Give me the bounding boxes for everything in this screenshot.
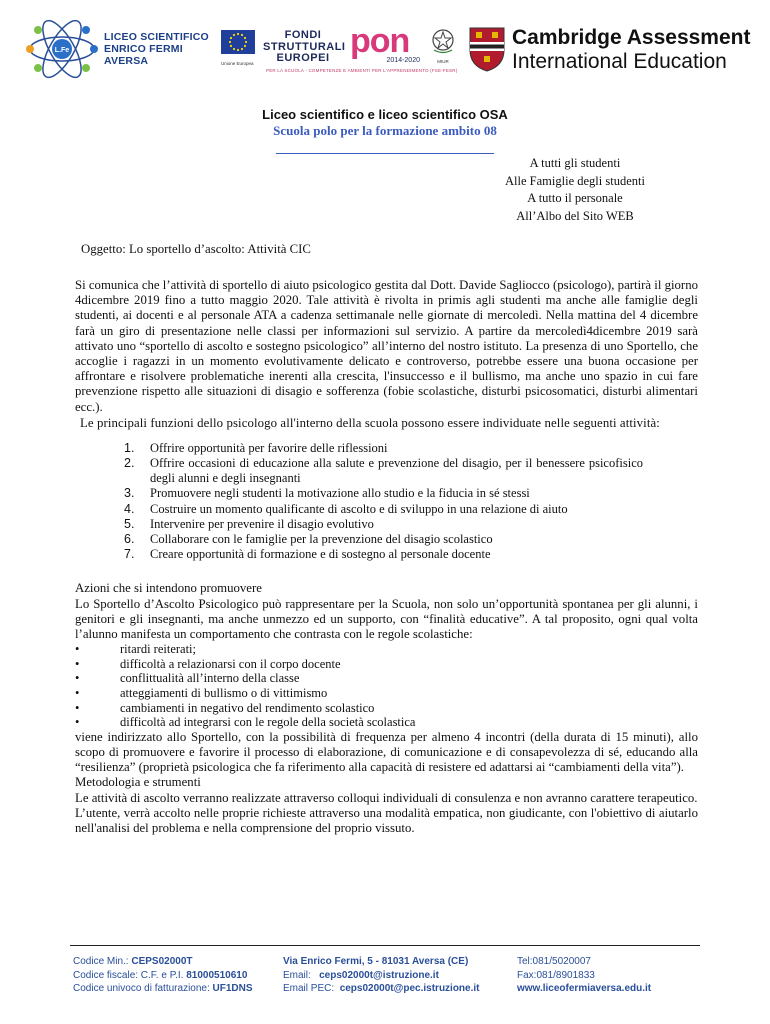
document-title: Liceo scientifico e liceo scientifico OSA [262, 107, 508, 122]
footer-email-link[interactable]: ceps02000t@istruzione.it [319, 969, 439, 981]
fondi-line-2: STRUTTURALI [263, 40, 346, 53]
subject-line: Oggetto: Lo sportello d’ascolto: Attività CIC [81, 242, 311, 256]
list-item [75, 642, 698, 657]
footer-address: Via Enrico Fermi, 5 - 81031 Aversa (CE) [283, 956, 469, 967]
footer-value: UF1DNS [212, 983, 253, 994]
footer-line [283, 955, 480, 969]
atom-icon [22, 18, 102, 80]
cambridge-line-1: Cambridge Assessment [512, 26, 751, 49]
list-number: 4. [124, 501, 135, 516]
cambridge-logo [468, 24, 758, 76]
recipient-line: Alle Famiglie degli studenti [505, 173, 645, 188]
list-item [75, 715, 698, 730]
fondi-line-1: FONDI [284, 29, 322, 41]
footer-fax: Fax:081/8901833 [517, 969, 595, 981]
footer-value: CEPS02000T [131, 956, 193, 967]
title-divider [276, 153, 494, 154]
list-item [75, 686, 698, 701]
recipient-line: A tutto il personale [527, 191, 623, 205]
document-body [75, 278, 698, 836]
list-item [75, 657, 698, 672]
footer-pec-link[interactable]: ceps02000t@pec.istruzione.it [339, 983, 480, 994]
list-item-text: Promuovere negli studenti la motivazione allo studio e la fiducia in sé stessi [150, 486, 530, 501]
cambridge-line-2: International Education [512, 50, 727, 73]
methods-heading: Metodologia e strumenti [75, 775, 201, 790]
actions-paragraph: Lo Sportello d’Ascolto Psicologico può rappresentare per la Scuola, non solo un’opportunità spontanea per gli alunni, i genitori e gli insegnanti, ma anche unmezzo ed un supporto, con “finalità educative”. A tal proposito, ogni qual volta l’alunno manifesta un comportamento che contrasta con le regole scolastiche: [75, 596, 698, 642]
footer-website-link[interactable]: www.liceofermiaversa.edu.it [517, 983, 652, 994]
list-item-text: atteggiamenti di bullismo o di vittimismo [120, 686, 328, 701]
methods-paragraph-1: Le attività di ascolto verranno realizzate attraverso colloqui individuali di consulenza e non avranno carattere terapeutico. [75, 790, 698, 805]
footer-line [283, 969, 480, 983]
methods-paragraph-2: L’utente, verrà accolto nelle proprie richieste attraverso una modalità empatica, non giudicante, con l'obiettivo di aiutarlo nell'analisi del problema e nella comprensione del proprio vissuto. [75, 805, 698, 836]
pon-years: 2014-2020 [386, 57, 420, 64]
footer-col-contacts [517, 955, 651, 996]
list-item-text: Collaborare con le famiglie per la prevenzione del disagio scolastico [150, 532, 493, 547]
list-number: 3. [124, 486, 135, 501]
footer-phone: Tel:081/5020007 [517, 956, 591, 967]
list-item-text: cambiamenti in negativo del rendimento scolastico [120, 700, 375, 715]
functions-list [75, 441, 698, 563]
list-item [75, 547, 698, 562]
list-number: 5. [124, 516, 135, 531]
footer-col-codes [73, 955, 253, 996]
referral-paragraph: viene indirizzato allo Sportello, con la possibilità di frequenza per almeno 4 incontri (della durata di 15 minuti), allo scopo di promuovere e favorire il processo di elaborazione, di comunicazione e di consapevolezza di sé, educando alla “resilienza” (proprietà psicologica che fa riferimento alla capacità di resistere ed adattarsi ai “cambiamenti della vita”). [75, 729, 698, 775]
list-item [75, 441, 698, 456]
cambridge-shield-icon [468, 26, 506, 72]
list-item-text: ritardi reiterati; [120, 642, 197, 657]
list-number: 2. [124, 456, 135, 471]
school-name-line-3: AVERSA [104, 55, 149, 67]
footer-line [517, 982, 651, 996]
footer-line [73, 982, 253, 996]
footer-label: Email: [283, 969, 320, 981]
list-number: 6. [124, 532, 135, 547]
list-item [75, 532, 698, 547]
recipients-block [495, 155, 655, 225]
list-number: 7. [124, 547, 135, 562]
bullet-icon: • [75, 642, 80, 657]
intro-paragraph: Si comunica che l’attività di sportello di aiuto psicologico gestita dal Dott. Davide Sagliocco (psicologo), partirà il giorno 4dicembre 2019 fino a tutto maggio 2020. Tale attività è rivolta in primis agli studenti ma anche alle famiglie degli studenti, ai docenti e al personale ATA a cadenza settimanale nelle giornate di mercoledì. Nella mattina del 4 dicembre farà un giro di presentazione nelle classi per informazioni sul servizio. A partire da mercoledì4dicembre 2019 sarà attivato uno “sportello di ascolto e sostegno psicologico” all’interno del nostro istituto. La presenza di uno Sportello, che accoglie i ragazzi in un momento evolutivamente delicato e controverso, potrebbe essere una buona occasione per affrontare e risolvere problematiche inerenti alla crescita, l'insuccesso e il bullismo, ma anche uno spazio in cui fare prevenzione rispetto alle situazioni di disagio e sofferenza (fobie scolastiche, disturbi psicosomatici, disturbi alimentari ecc.). [75, 278, 698, 414]
document-subtitle: Scuola polo per la formazione ambito 08 [273, 123, 497, 138]
recipient-line: All’Albo del Sito WEB [516, 208, 634, 223]
bullet-icon: • [75, 656, 80, 671]
bullet-icon: • [75, 715, 80, 730]
footer-label: Codice Min.: [73, 956, 132, 967]
school-logo [22, 18, 212, 80]
recipient-line: A tutti gli studenti [529, 156, 621, 170]
eu-logo [221, 30, 261, 66]
footer-label: Codice fiscale: C.F. e P.I. [73, 969, 187, 981]
list-item-text: conflittualità all’interno della classe [120, 671, 300, 686]
miur-logo [428, 28, 458, 68]
list-item [75, 456, 698, 486]
eu-flag-icon [221, 30, 255, 54]
list-item [75, 701, 698, 716]
list-item-text: Offrire opportunità per favorire delle riflessioni [150, 440, 388, 455]
footer-divider [70, 945, 700, 946]
list-item-text: Intervenire per prevenire il disagio evolutivo [150, 516, 374, 531]
bullet-icon: • [75, 686, 80, 701]
list-item-text: Offrire occasioni di educazione alla salute e prevenzione del disagio, per il benessere psicofisico degli alunni e degli insegnanti [150, 456, 643, 486]
fondi-strutturali-logo [263, 29, 346, 65]
list-item-text: Creare opportunità di formazione e di sostegno al personale docente [150, 547, 491, 562]
footer-col-address [283, 955, 480, 996]
list-item [75, 486, 698, 501]
footer-line [73, 955, 253, 969]
footer-label: Codice univoco di fatturazione: [73, 983, 213, 994]
list-number: 1. [124, 440, 135, 455]
school-name-line-2: ENRICO FERMI [104, 43, 183, 55]
footer-line [283, 982, 480, 996]
pon-label: pon [350, 22, 410, 60]
list-item-text: difficoltà a relazionarsi con il corpo docente [120, 656, 341, 671]
italian-emblem-icon [431, 28, 455, 54]
eu-caption: Unione Europea [221, 61, 254, 66]
actions-heading: Azioni che si intendono promuovere [75, 581, 262, 596]
list-item-text: Costruire un momento qualificante di ascolto e di sviluppo in una relazione di aiuto [150, 501, 568, 516]
fondi-line-3: EUROPEI [276, 52, 330, 64]
school-name-line-1: LICEO SCIENTIFICO [104, 31, 209, 43]
footer-label: Email PEC: [283, 983, 340, 994]
list-item-text: difficoltà ad integrarsi con le regole della società scolastica [120, 715, 416, 730]
functions-intro: Le principali funzioni dello psicologo all'interno della scuola possono essere individuate nelle seguenti attività: [80, 415, 660, 430]
footer-line [517, 955, 651, 969]
footer-value: 81000510610 [186, 969, 248, 981]
list-item [75, 517, 698, 532]
list-item [75, 502, 698, 517]
footer-line [73, 969, 253, 983]
footer-line [517, 969, 651, 983]
pon-tagline: PER LA SCUOLA - COMPETENZE E AMBIENTI PER L'APPRENDIMENTO (FSE-FESR) [266, 68, 458, 73]
svg-text:L.Fe: L.Fe [54, 47, 70, 54]
bullet-icon: • [75, 700, 80, 715]
bullet-icon: • [75, 671, 80, 686]
list-item [75, 671, 698, 686]
miur-caption: MIUR [437, 59, 449, 64]
pon-logo [350, 22, 420, 70]
behaviors-list [75, 642, 698, 730]
